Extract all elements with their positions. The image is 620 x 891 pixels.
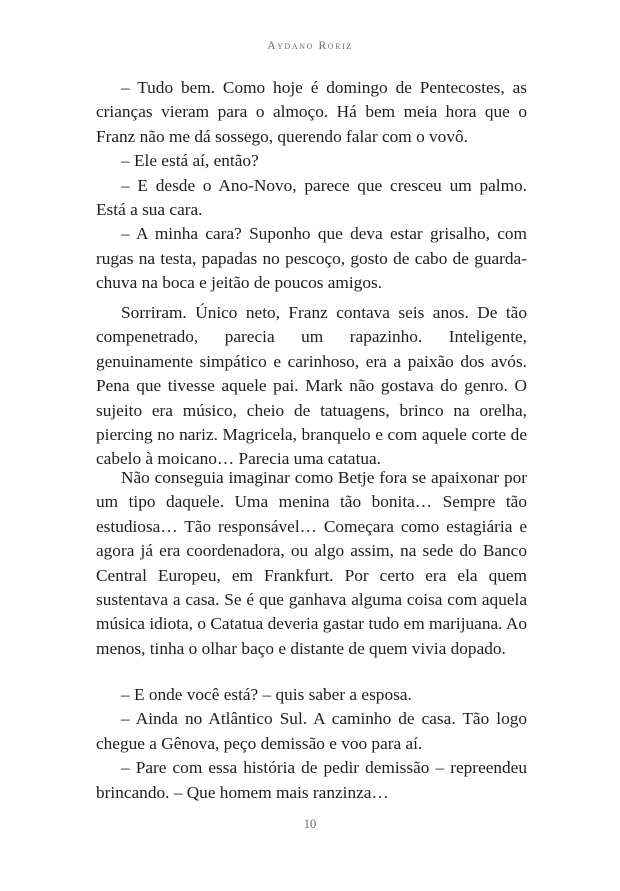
paragraph: – Ainda no Atlântico Sul. A caminho de casa. Tão logo chegue a Gênova, peço demissão e voo para aí.: [96, 709, 527, 753]
narrative-block-1: [96, 301, 527, 472]
paragraph: – Tudo bem. Como hoje é domingo de Pentecostes, as crianças vieram para o almoço. Há bem meia hora que o Franz não me dá sossego, querendo falar com o vovô.: [96, 78, 527, 146]
dialogue-block-2: [96, 683, 527, 805]
paragraph: – A minha cara? Suponho que deva estar grisalho, com rugas na testa, papadas no pescoço, gosto de cabo de guarda-chuva na boca e jeitão de poucos amigos.: [96, 224, 527, 293]
narrative-block-2: [96, 466, 527, 661]
paragraph: – Pare com essa história de pedir demissão – repreendeu brincando. – Que homem mais ranzinza…: [96, 758, 527, 802]
dialogue-block-1: [96, 76, 527, 296]
paragraph: – E onde você está? – quis saber a esposa.: [121, 685, 412, 704]
running-header-author: Aydano Roriz: [267, 40, 353, 52]
paragraph: Sorriram. Único neto, Franz contava seis anos. De tão compenetrado, parecia um rapazinho. Inteligente, genuinamente simpático e carinhoso, era a paixão dos avós. Pena que tivesse aquele pai. Mark não gostava do genro. O sujeito era músico, cheio de tatuagens, brinco na orelha, piercing no nariz. Magricela, branquelo e com aquele corte de cabelo à moicano… Parecia uma catatua.: [96, 303, 527, 469]
paragraph: Não conseguia imaginar como Betje fora se apaixonar por um tipo daquele. Uma menina tão bonita… Sempre tão estudiosa… Tão responsável… Começara como estagiária e agora já era coordenadora, ou algo assim, na sede do Banco Central Europeu, em Frankfurt. Por certo era ela quem sustentava a casa. Se é que ganhava alguma coisa com aquela música idiota, o Catatua deveria gastar tudo em marijuana. Ao menos, tinha o olhar baço e distante de quem vivia dopado.: [96, 468, 527, 658]
paragraph: – Ele está aí, então?: [121, 151, 259, 171]
paragraph: – E desde o Ano-Novo, parece que cresceu um palmo. Está a sua cara.: [96, 175, 527, 220]
page-number: 10: [303, 817, 317, 831]
